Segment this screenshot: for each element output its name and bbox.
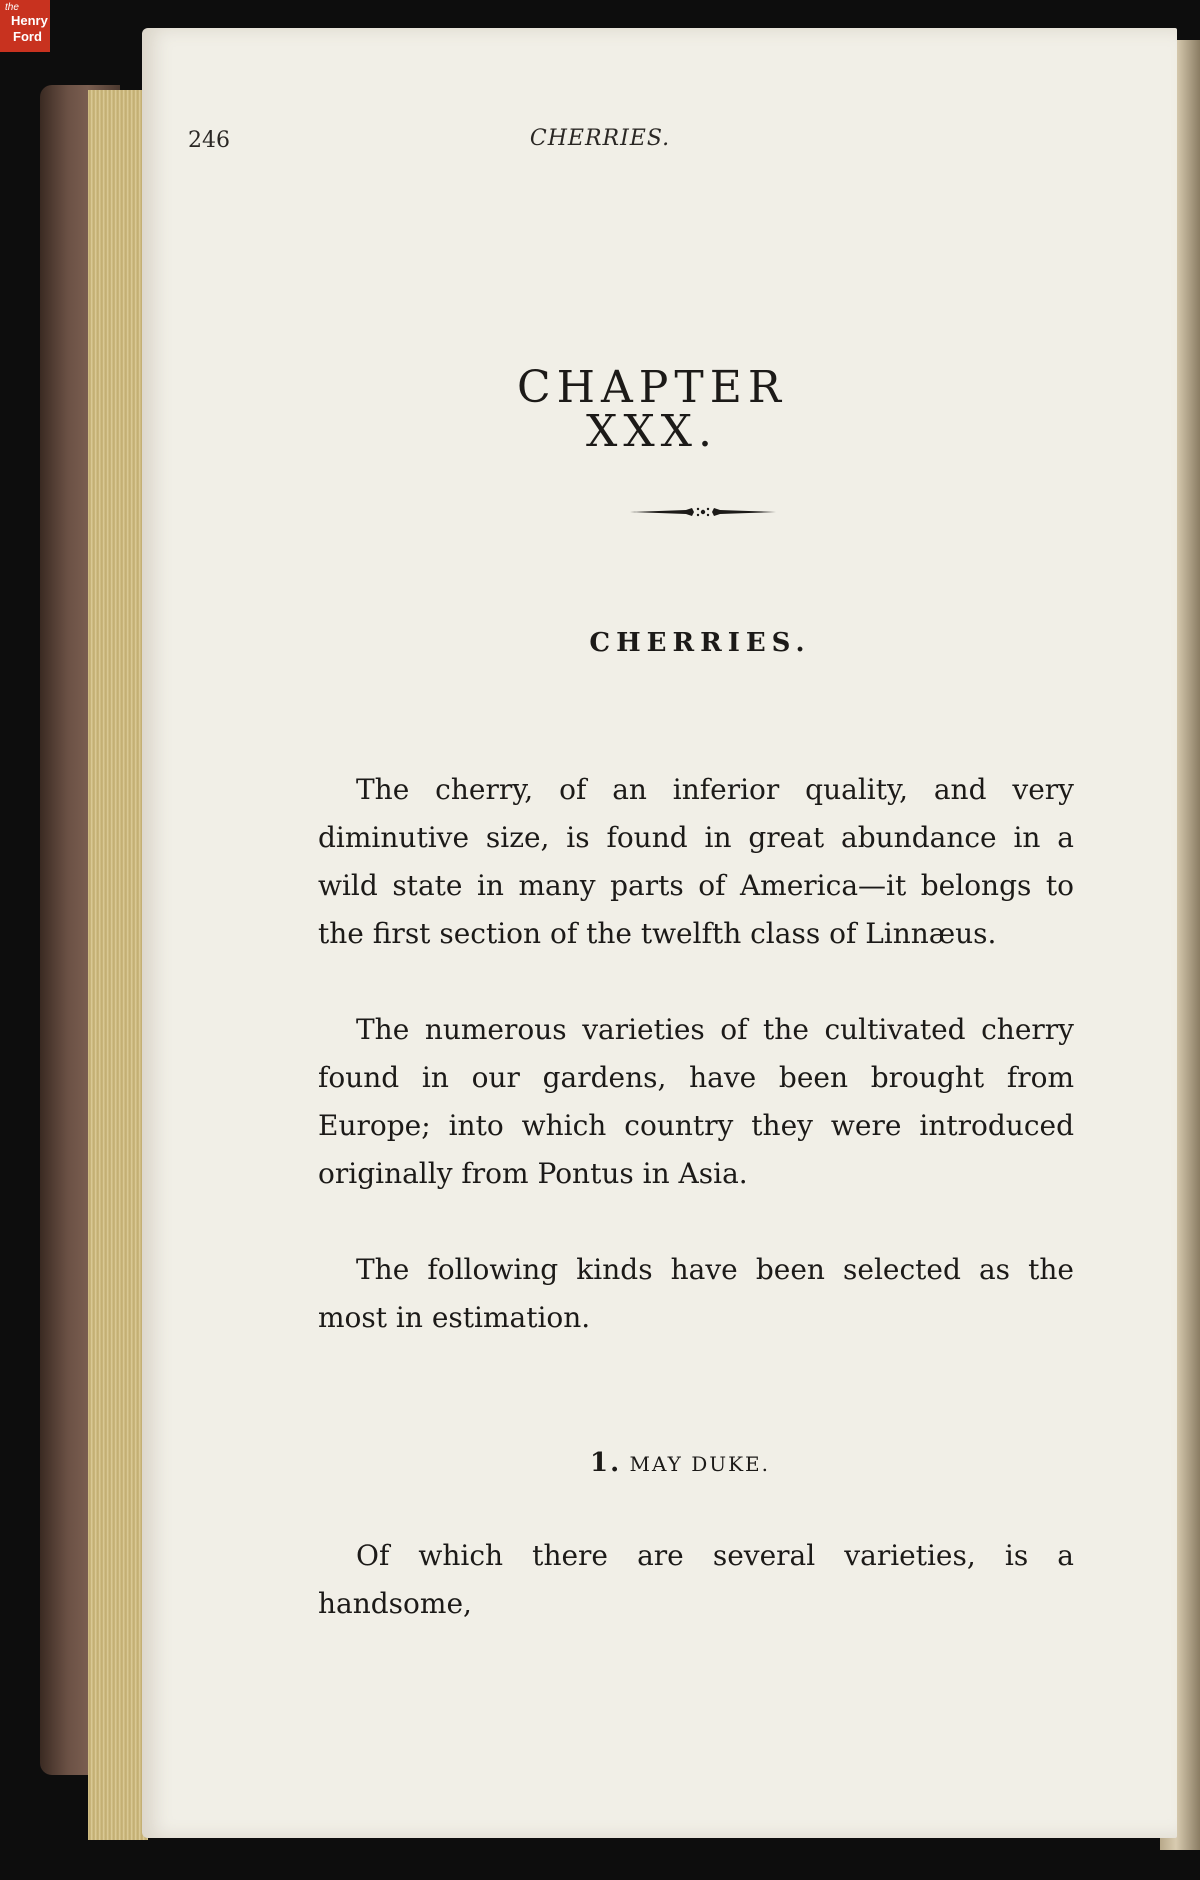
paragraph-varieties: The numerous varieties of the cultivated cherry found in our gardens, have been brought from Europe; into which country they were introduced originally from Pontus in Asia.	[318, 1013, 1074, 1190]
item-name: MAY DUKE.	[629, 1452, 770, 1476]
item-heading	[590, 1450, 810, 1476]
paragraph-selection: The following kinds have been selected as the most in estimation.	[318, 1253, 1074, 1334]
paragraph-intro: The cherry, of an inferior quality, and very diminutive size, is found in great abundance in a wild state in many parts of America—it belongs to the first section of the twelfth class of Linnæus.	[318, 773, 1074, 950]
logo-ford: Ford	[13, 29, 42, 44]
running-head: CHERRIES.	[529, 126, 671, 151]
section-title: CHERRIES.	[589, 628, 811, 658]
ornament-divider	[628, 504, 778, 520]
item-number: 1.	[590, 1448, 622, 1478]
page-number: 246	[188, 128, 230, 153]
logo-henry: Henry	[11, 13, 48, 28]
page-edges-left	[88, 90, 148, 1840]
logo-the: the	[5, 2, 19, 13]
paragraph-may-duke: Of which there are several varieties, is a handsome,	[318, 1539, 1074, 1620]
chapter-title: CHAPTER XXX.	[516, 362, 787, 457]
henry-ford-logo	[0, 0, 50, 52]
